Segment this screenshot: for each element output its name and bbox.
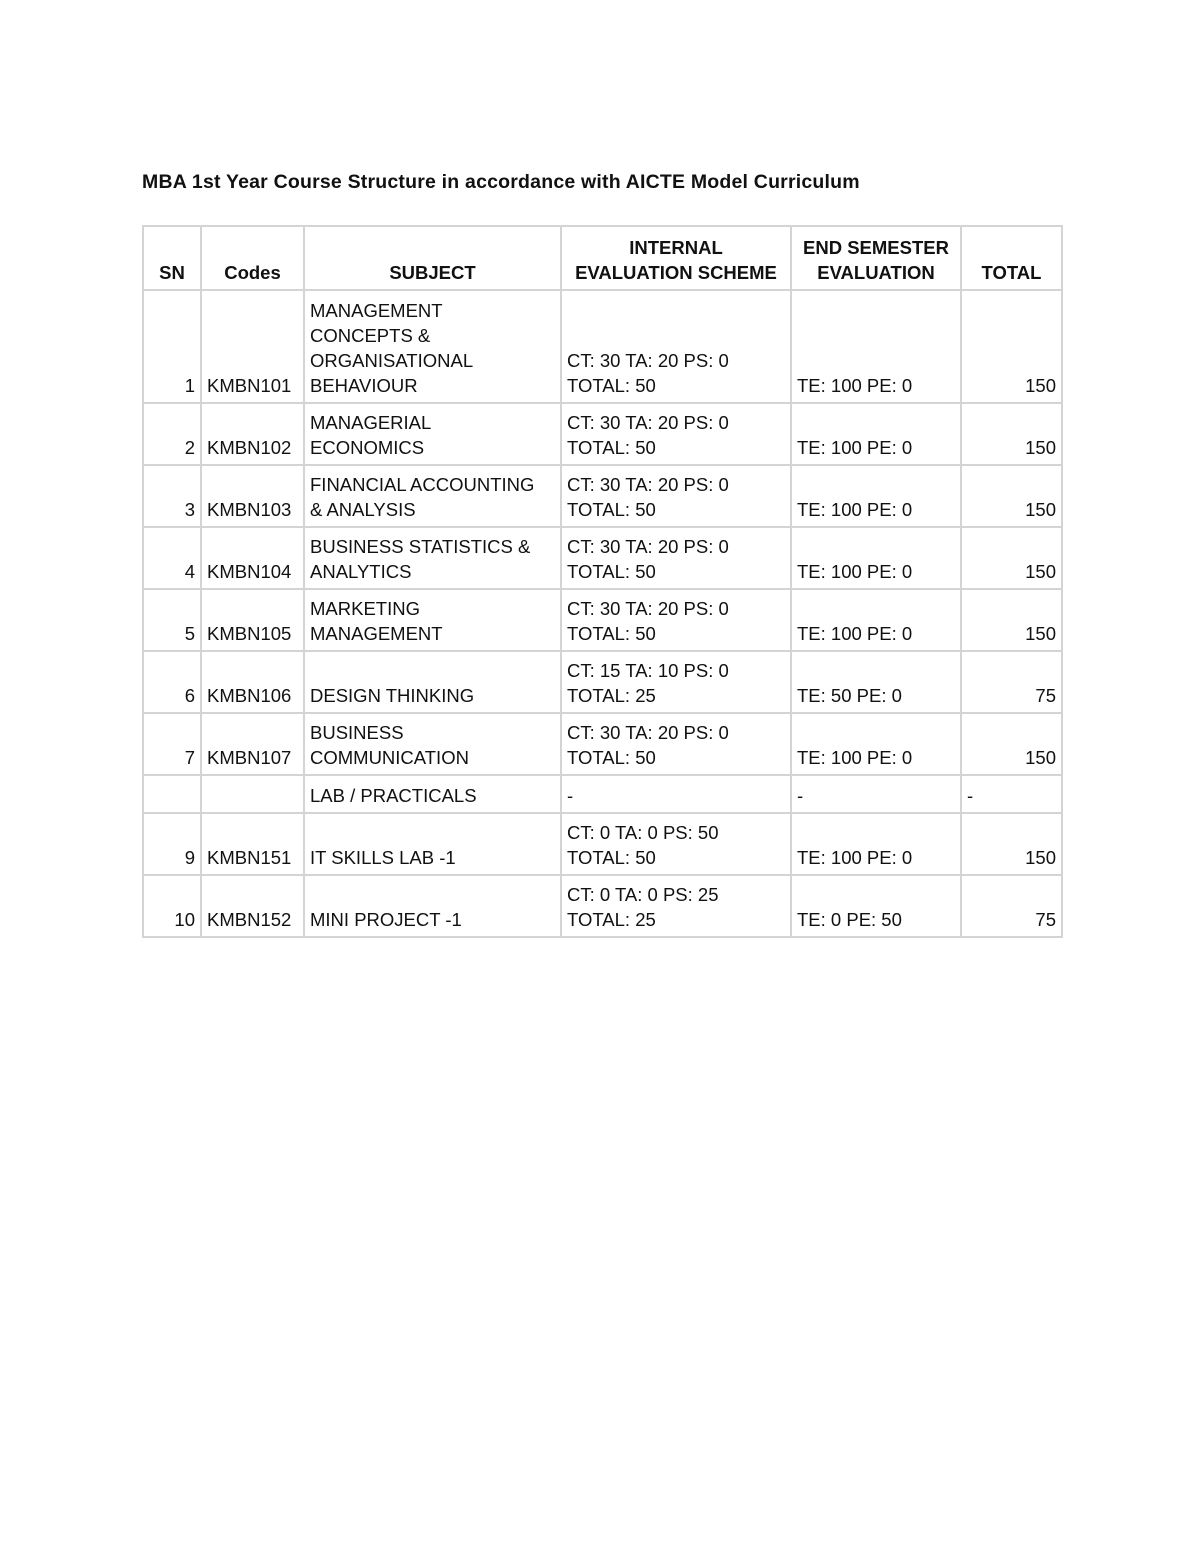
table-row — [143, 465, 1062, 527]
header-subject: SUBJECT — [304, 226, 561, 290]
cell-internal: CT: 0 TA: 0 PS: 50 TOTAL: 50 — [561, 813, 791, 875]
cell-end-sem: - — [791, 775, 961, 813]
cell-subject: IT SKILLS LAB -1 — [304, 813, 561, 875]
header-sn: SN — [143, 226, 201, 290]
cell-subject: FINANCIAL ACCOUNTING & ANALYSIS — [304, 465, 561, 527]
cell-code: KMBN101 — [201, 290, 304, 403]
cell-internal: CT: 15 TA: 10 PS: 0 TOTAL: 25 — [561, 651, 791, 713]
cell-internal: CT: 30 TA: 20 PS: 0 TOTAL: 50 — [561, 403, 791, 465]
table-header-row — [143, 226, 1062, 290]
cell-sn: 6 — [143, 651, 201, 713]
cell-code: KMBN151 — [201, 813, 304, 875]
header-internal-evaluation: INTERNAL EVALUATION SCHEME — [561, 226, 791, 290]
cell-sn: 9 — [143, 813, 201, 875]
cell-subject: BUSINESS COMMUNICATION — [304, 713, 561, 775]
cell-sn: 2 — [143, 403, 201, 465]
cell-code: KMBN106 — [201, 651, 304, 713]
cell-total: 75 — [961, 651, 1062, 713]
cell-sn: 7 — [143, 713, 201, 775]
cell-end-sem: TE: 0 PE: 50 — [791, 875, 961, 937]
cell-end-sem: TE: 100 PE: 0 — [791, 589, 961, 651]
cell-sn: 1 — [143, 290, 201, 403]
cell-total: 150 — [961, 290, 1062, 403]
cell-code: KMBN105 — [201, 589, 304, 651]
table-row — [143, 651, 1062, 713]
cell-internal: CT: 30 TA: 20 PS: 0 TOTAL: 50 — [561, 290, 791, 403]
cell-subject: DESIGN THINKING — [304, 651, 561, 713]
cell-total: 150 — [961, 813, 1062, 875]
cell-sn: 10 — [143, 875, 201, 937]
cell-total: 150 — [961, 403, 1062, 465]
header-codes: Codes — [201, 226, 304, 290]
cell-end-sem: TE: 100 PE: 0 — [791, 403, 961, 465]
cell-internal: CT: 30 TA: 20 PS: 0 TOTAL: 50 — [561, 589, 791, 651]
course-structure-table — [142, 225, 1063, 938]
cell-code: KMBN102 — [201, 403, 304, 465]
table-row — [143, 775, 1062, 813]
cell-subject: MANAGEMENT CONCEPTS & ORGANISATIONAL BEHAVIOUR — [304, 290, 561, 403]
table-row — [143, 403, 1062, 465]
cell-subject: MARKETING MANAGEMENT — [304, 589, 561, 651]
header-total: TOTAL — [961, 226, 1062, 290]
cell-subject: MINI PROJECT -1 — [304, 875, 561, 937]
cell-end-sem: TE: 100 PE: 0 — [791, 290, 961, 403]
cell-total: 150 — [961, 713, 1062, 775]
cell-total: 150 — [961, 465, 1062, 527]
cell-code: KMBN104 — [201, 527, 304, 589]
table-row — [143, 290, 1062, 403]
cell-end-sem: TE: 50 PE: 0 — [791, 651, 961, 713]
cell-internal: - — [561, 775, 791, 813]
cell-sn — [143, 775, 201, 813]
cell-total: 150 — [961, 589, 1062, 651]
cell-end-sem: TE: 100 PE: 0 — [791, 465, 961, 527]
table-row — [143, 875, 1062, 937]
cell-total: 150 — [961, 527, 1062, 589]
table-row — [143, 713, 1062, 775]
cell-code: KMBN107 — [201, 713, 304, 775]
cell-internal: CT: 30 TA: 20 PS: 0 TOTAL: 50 — [561, 527, 791, 589]
cell-internal: CT: 0 TA: 0 PS: 25 TOTAL: 25 — [561, 875, 791, 937]
header-end-semester-evaluation: END SEMESTER EVALUATION — [791, 226, 961, 290]
page-title: MBA 1st Year Course Structure in accordance with AICTE Model Curriculum — [142, 171, 860, 193]
table-row — [143, 589, 1062, 651]
cell-end-sem: TE: 100 PE: 0 — [791, 813, 961, 875]
cell-total: 75 — [961, 875, 1062, 937]
cell-subject: LAB / PRACTICALS — [304, 775, 561, 813]
cell-code: KMBN103 — [201, 465, 304, 527]
cell-internal: CT: 30 TA: 20 PS: 0 TOTAL: 50 — [561, 465, 791, 527]
cell-end-sem: TE: 100 PE: 0 — [791, 527, 961, 589]
table-row — [143, 813, 1062, 875]
cell-sn: 5 — [143, 589, 201, 651]
cell-sn: 4 — [143, 527, 201, 589]
cell-code: KMBN152 — [201, 875, 304, 937]
table-row — [143, 527, 1062, 589]
cell-sn: 3 — [143, 465, 201, 527]
cell-internal: CT: 30 TA: 20 PS: 0 TOTAL: 50 — [561, 713, 791, 775]
cell-total: - — [961, 775, 1062, 813]
cell-code — [201, 775, 304, 813]
cell-subject: MANAGERIAL ECONOMICS — [304, 403, 561, 465]
cell-end-sem: TE: 100 PE: 0 — [791, 713, 961, 775]
cell-subject: BUSINESS STATISTICS & ANALYTICS — [304, 527, 561, 589]
